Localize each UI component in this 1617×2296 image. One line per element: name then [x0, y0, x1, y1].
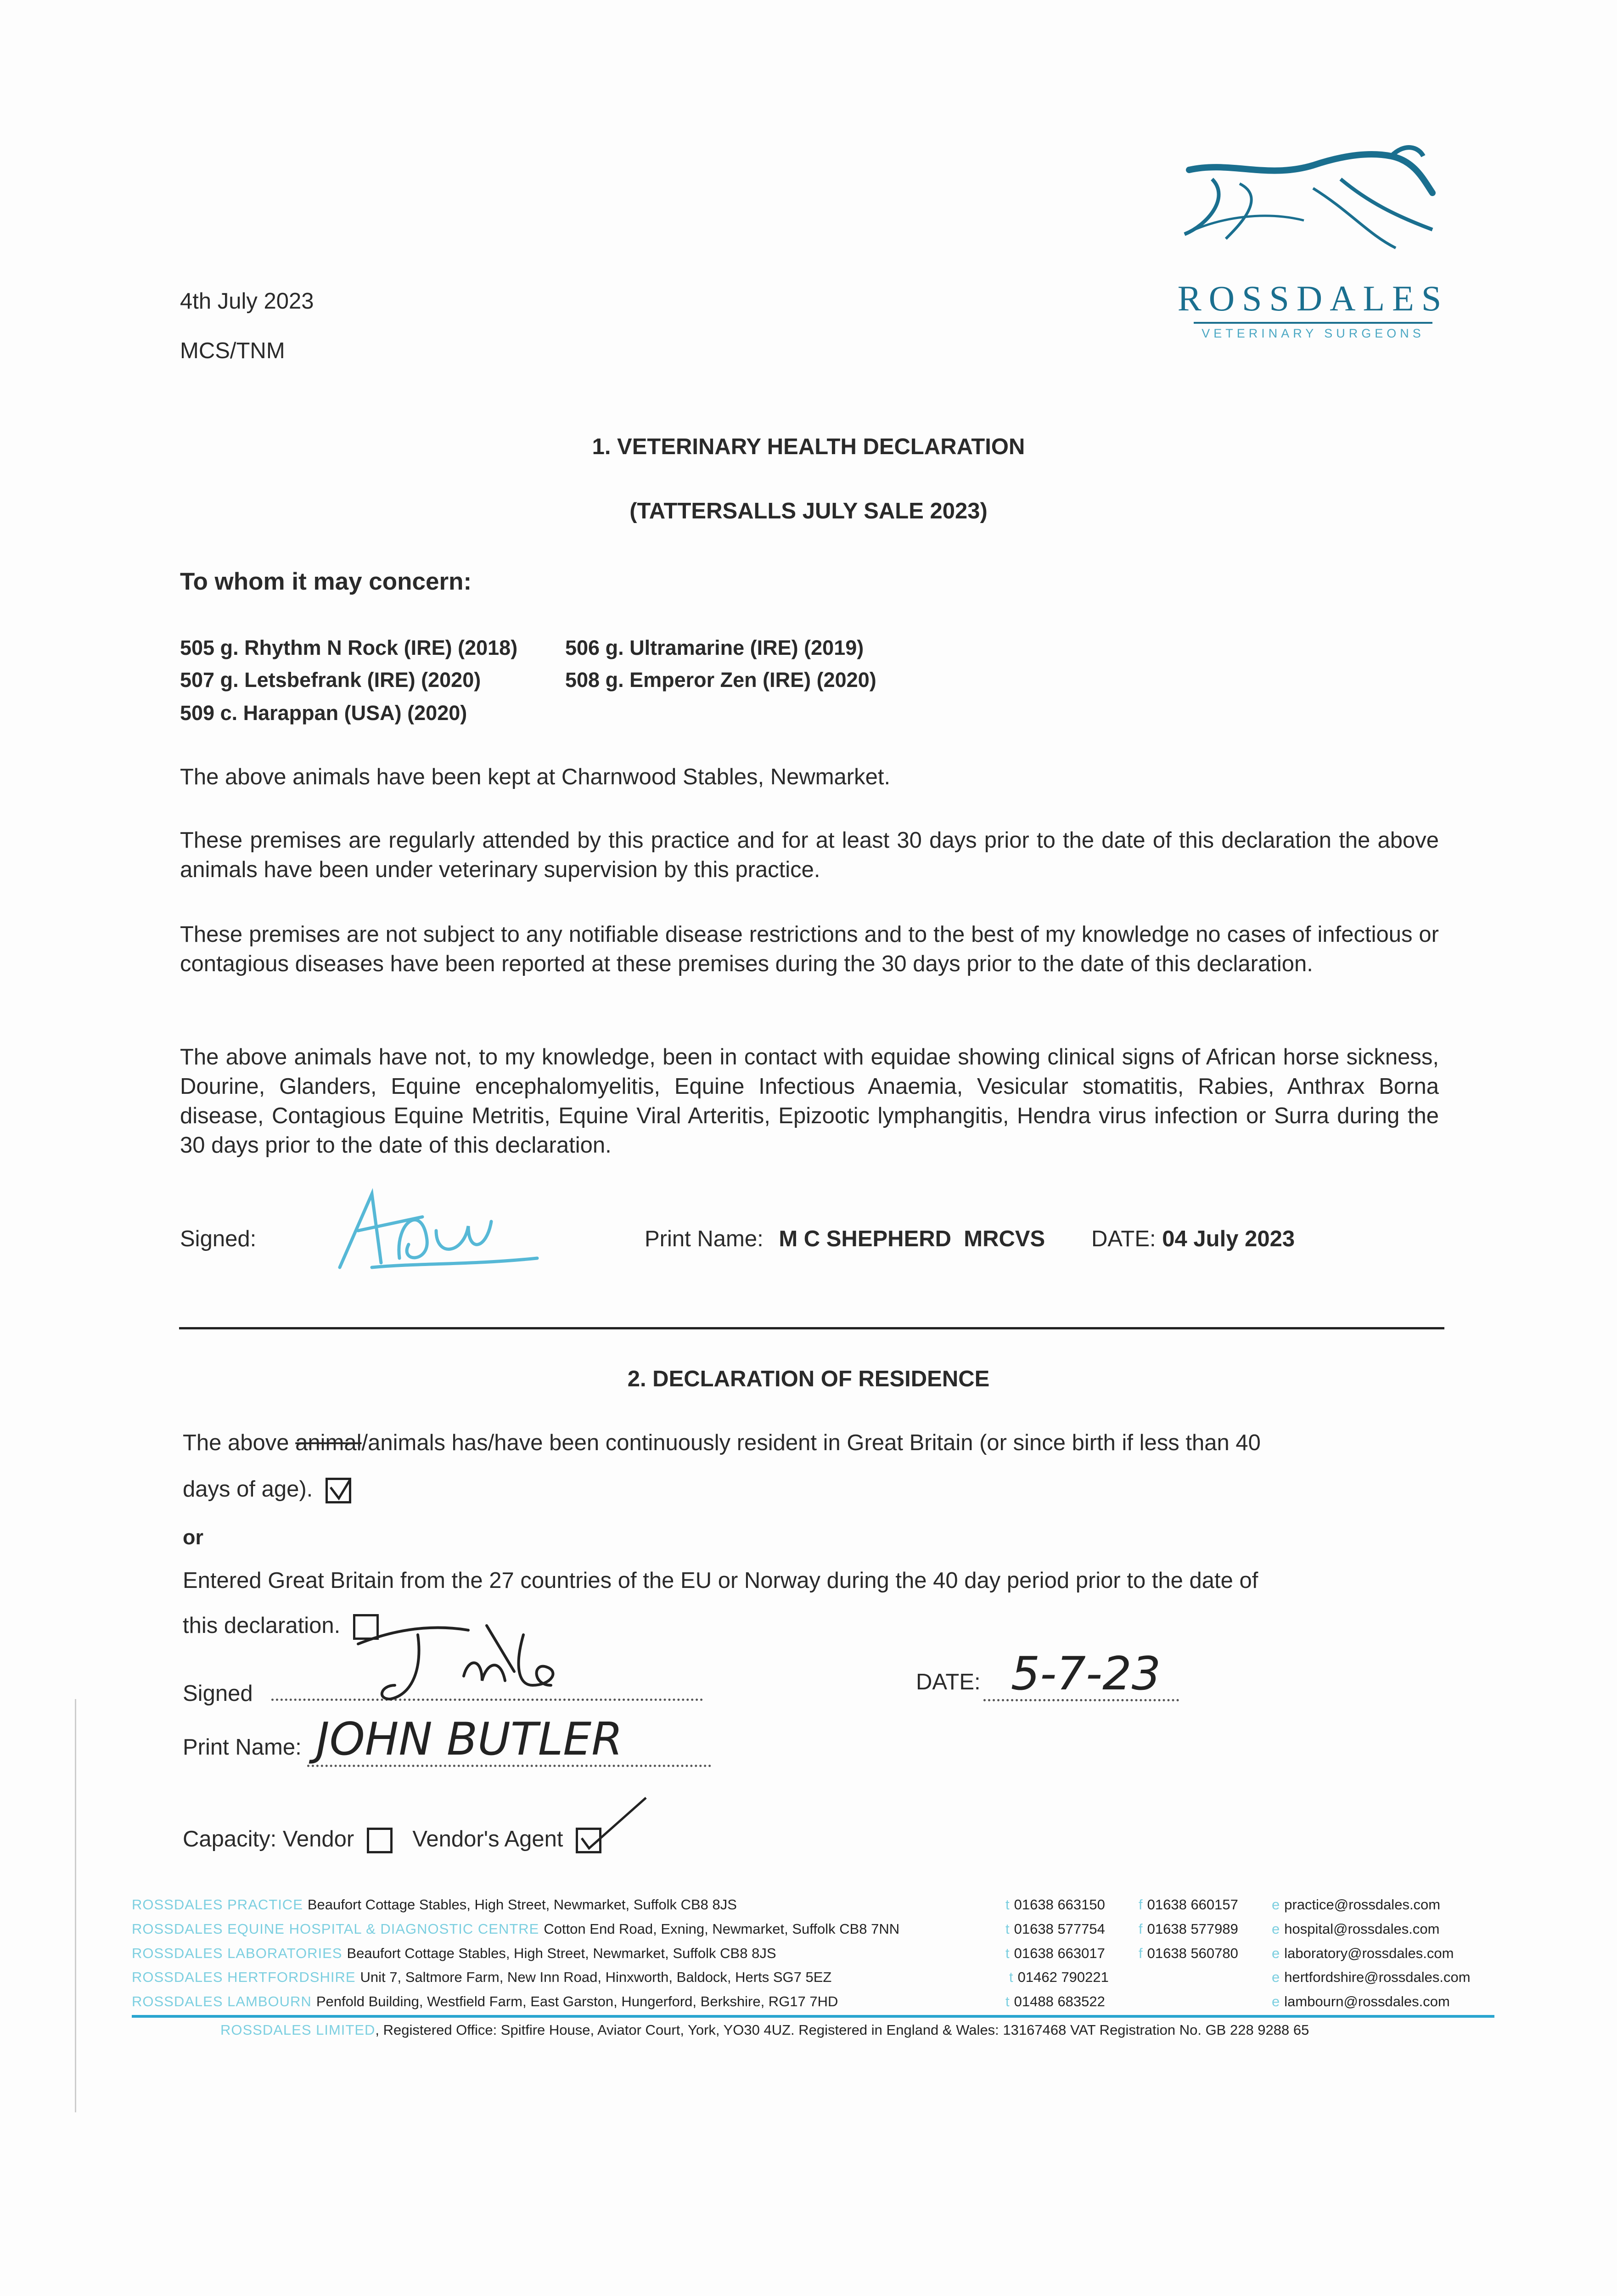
vendors-agent-label: Vendor's Agent	[412, 1827, 563, 1851]
section1-subtitle: (TATTERSALLS JULY SALE 2023)	[629, 499, 988, 523]
scan-edge-mark	[75, 1699, 76, 2112]
footer-fax: f 01638 660157	[1139, 1896, 1238, 1913]
footer-office: ROSSDALES LABORATORIES Beaufort Cottage Stables, High Street, Newmarket, Suffolk CB8 8JS	[132, 1945, 776, 1961]
handwritten-print-name: JOHN BUTLER	[316, 1713, 623, 1766]
footer-office: ROSSDALES LAMBOURN Penfold Building, Westfield Farm, East Garston, Hungerford, Berkshire, RG17 7HD	[132, 1993, 838, 2009]
footer-tel: t 01462 790221	[1009, 1969, 1109, 1985]
footer-rule	[132, 2015, 1494, 2018]
logo-tagline: VETERINARY SURGEONS	[1202, 326, 1425, 340]
horse-logo-icon	[1175, 142, 1451, 280]
entered-text: Entered Great Britain from the 27 countries of the EU or Norway during the 40 day period prior to the date of	[183, 1568, 1258, 1593]
paragraph-restrictions: These premises are not subject to any notifiable disease restrictions and to the best of my knowledge no cases of infectious or contagious diseases have been reported at these premises during the 30 days prior to the date of this declaration.	[180, 922, 1439, 976]
check-icon	[327, 1477, 354, 1505]
section1-title: 1. VETERINARY HEALTH DECLARATION	[592, 434, 1025, 459]
print-name-label: Print Name:	[645, 1227, 764, 1251]
horse-item: 508 g. Emperor Zen (IRE) (2020)	[565, 668, 876, 692]
signed-label: Signed:	[180, 1227, 257, 1251]
residence-text-end: days of age).	[183, 1477, 313, 1502]
resident-checkbox[interactable]	[326, 1478, 351, 1503]
horse-item: 507 g. Letsbefrank (IRE) (2020)	[180, 668, 481, 692]
signed-label-2: Signed	[183, 1681, 253, 1706]
footer-registration: ROSSDALES LIMITED, Registered Office: Spitfire House, Aviator Court, York, YO30 4UZ. Registered in England & Wales: 13167468 VAT Registration No. GB 228 9288 65	[220, 2022, 1309, 2038]
section2-title: 2. DECLARATION OF RESIDENCE	[627, 1367, 990, 1391]
vendor-signature	[349, 1607, 606, 1717]
vet-signature	[331, 1176, 551, 1281]
or-label: or	[183, 1525, 203, 1549]
vendor-checkbox[interactable]	[367, 1828, 393, 1853]
capacity-label: Capacity: Vendor	[183, 1827, 354, 1851]
paragraph-contact: The above animals have not, to my knowledge, been in contact with equidae showing clinical signs of African horse sickness, Dourine, Glanders, Equine encephalomyelitis, Equine Infectious Anaemia, Vesicular stomatitis, Rabies, Anthrax Borna disease, Contagious Equine Metritis, Equine Viral Arteritis, Epizootic lymphangitis, Hendra virus infection or Surra during the 30 days prior to the date of this declaration.	[180, 1045, 1439, 1158]
footer-email[interactable]: e lambourn@rossdales.com	[1272, 1993, 1450, 2009]
footer-tel: t 01488 683522	[1005, 1993, 1105, 2009]
footer-office: ROSSDALES HERTFORDSHIRE Unit 7, Saltmore Farm, New Inn Road, Hinxworth, Baldock, Herts SG7 5EZ	[132, 1969, 832, 1985]
reference: MCS/TNM	[180, 338, 285, 363]
residence-text: The above	[183, 1430, 296, 1455]
rossdales-logo	[1175, 142, 1451, 344]
footer-fax: f 01638 577989	[1139, 1921, 1238, 1937]
section-divider	[179, 1327, 1444, 1329]
footer-email[interactable]: e practice@rossdales.com	[1272, 1896, 1441, 1913]
residence-text: /animals has/have been continuously resident in Great Britain (or since birth if less than 40	[361, 1430, 1261, 1455]
horse-item: 509 c. Harappan (USA) (2020)	[180, 701, 467, 725]
footer-tel: t 01638 663150	[1005, 1896, 1105, 1913]
horse-item: 506 g. Ultramarine (IRE) (2019)	[565, 636, 864, 659]
paragraph-supervision: These premises are regularly attended by this practice and for at least 30 days prior to the date of this declaration the above animals have been under veterinary supervision by this practice.	[180, 828, 1439, 882]
paragraph-premises: The above animals have been kept at Charnwood Stables, Newmarket.	[180, 765, 891, 789]
letter-date: 4th July 2023	[180, 289, 314, 314]
date-label-2: DATE:	[916, 1670, 981, 1694]
vet-date: 04 July 2023	[1162, 1227, 1295, 1251]
footer-office: ROSSDALES PRACTICE Beaufort Cottage Stables, High Street, Newmarket, Suffolk CB8 8JS	[132, 1896, 737, 1913]
vet-print-name: M C SHEPHERD MRCVS	[779, 1227, 1045, 1251]
entered-text-end: this declaration.	[183, 1613, 341, 1638]
print-name-label-2: Print Name:	[183, 1735, 302, 1760]
logo-name: ROSSDALES	[1177, 278, 1449, 318]
horse-item: 505 g. Rhythm N Rock (IRE) (2018)	[180, 636, 518, 659]
date-label: DATE:	[1091, 1227, 1156, 1251]
handwritten-date: 5-7-23	[1011, 1647, 1161, 1700]
footer-fax: f 01638 560780	[1139, 1945, 1238, 1961]
footer-email[interactable]: e hospital@rossdales.com	[1272, 1921, 1440, 1937]
footer-tel: t 01638 577754	[1005, 1921, 1105, 1937]
footer-email[interactable]: e laboratory@rossdales.com	[1272, 1945, 1454, 1961]
footer-tel: t 01638 663017	[1005, 1945, 1105, 1961]
footer-office: ROSSDALES EQUINE HOSPITAL & DIAGNOSTIC CENTRE Cotton End Road, Exning, Newmarket, Suffolk CB8 7NN	[132, 1921, 900, 1937]
footer-email[interactable]: e hertfordshire@rossdales.com	[1272, 1969, 1471, 1985]
salutation: To whom it may concern:	[180, 568, 472, 595]
struck-word: animal	[295, 1430, 362, 1455]
check-icon	[577, 1793, 669, 1857]
vendors-agent-checkbox[interactable]	[576, 1828, 601, 1853]
